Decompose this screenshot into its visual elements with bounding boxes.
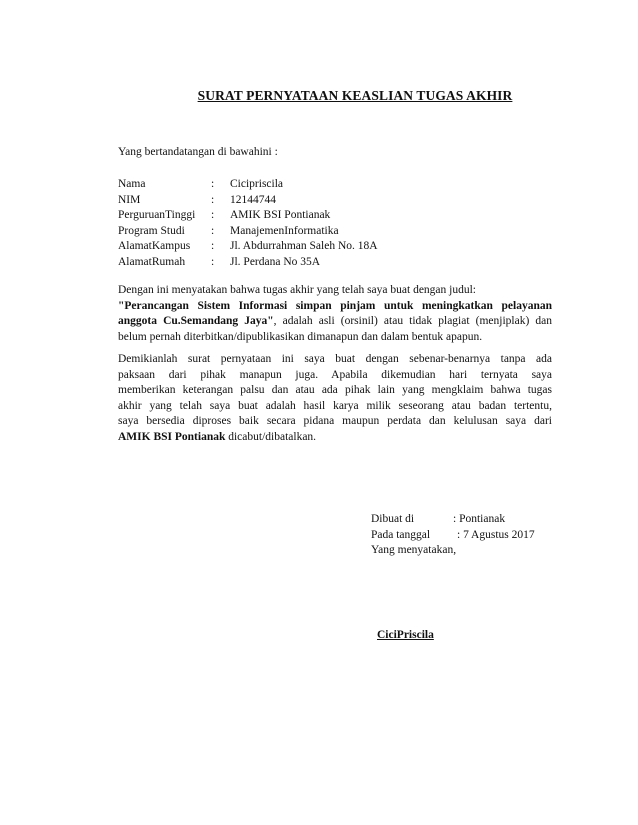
field-separator: :: [211, 255, 215, 268]
place-label: Dibuat di: [371, 513, 415, 525]
paragraph-line: Dengan ini menyatakan bahwa tugas akhir yang telah saya buat dengan judul:: [118, 284, 476, 296]
field-label: AlamatKampus: [118, 240, 191, 253]
place-value: : Pontianak: [453, 513, 506, 525]
field-value: Cicipriscila: [230, 178, 284, 190]
paragraph-line: Demikianlah surat pernyataan ini saya buat dengan sebenar-benarnya tanpa ada: [118, 353, 552, 365]
field-label: Nama: [118, 178, 146, 190]
paragraph-text: dicabut/dibatalkan.: [225, 430, 317, 443]
date-label: Pada tanggal: [371, 528, 431, 541]
field-label: PerguruanTinggi: [118, 209, 196, 222]
paragraph-line: paksaan dari pihak manapun juga. Apabila dikemudian hari ternyata saya: [118, 368, 552, 381]
field-label: Program Studi: [118, 224, 185, 237]
field-value: 12144744: [230, 193, 276, 206]
institution-name: AMIK BSI Pontianak: [118, 430, 226, 443]
field-label: AlamatRumah: [118, 255, 186, 268]
paragraph-line: [118, 430, 552, 446]
paragraph-line: akhir yang telah saya buat adalah hasil karya milik seseorang atau badan tertentu,: [118, 399, 552, 412]
field-separator: :: [211, 209, 215, 222]
field-separator: :: [211, 178, 215, 190]
declaration-paragraph: [118, 283, 552, 345]
date-value: : 7 Agustus 2017: [457, 528, 535, 541]
paragraph-line: belum pernah diterbitkan/dipublikasikan dimanapun dan dalam bentuk apapun.: [118, 330, 483, 343]
field-value: Jl. Abdurrahman Saleh No. 18A: [230, 240, 378, 253]
thesis-title-end: anggota Cu.Semandang Jaya": [118, 315, 274, 328]
document-title: SURAT PERNYATAAN KEASLIAN TUGAS AKHIR: [197, 88, 513, 103]
field-separator: :: [211, 224, 215, 237]
paragraph-text: , adalah asli (orsinil) atau tidak plagiat (menjiplak) dan: [273, 315, 552, 328]
field-value: ManajemenInformatika: [230, 224, 339, 237]
intro-text: Yang bertandatangan di bawahini :: [118, 146, 278, 158]
paragraph-line: memberikan keterangan palsu dan atau ada pihak lain yang mengklaim bahwa tugas: [118, 384, 552, 397]
field-label: NIM: [118, 193, 141, 206]
field-value: Jl. Perdana No 35A: [230, 255, 321, 268]
paragraph-line: [118, 314, 552, 330]
field-separator: :: [211, 193, 215, 206]
thesis-title-line: "Perancangan Sistem Informasi simpan pinjam untuk meningkatkan pelayanan: [118, 299, 552, 312]
paragraph-line: saya bersedia diproses baik secara pidana maupun perdata dan kelulusan saya dari: [118, 415, 552, 428]
signer-name: CiciPriscila: [377, 629, 434, 641]
field-value: AMIK BSI Pontianak: [230, 209, 331, 222]
field-separator: :: [211, 240, 215, 253]
closing-paragraph: [118, 352, 552, 446]
statement-text: Yang menyatakan,: [371, 544, 457, 557]
